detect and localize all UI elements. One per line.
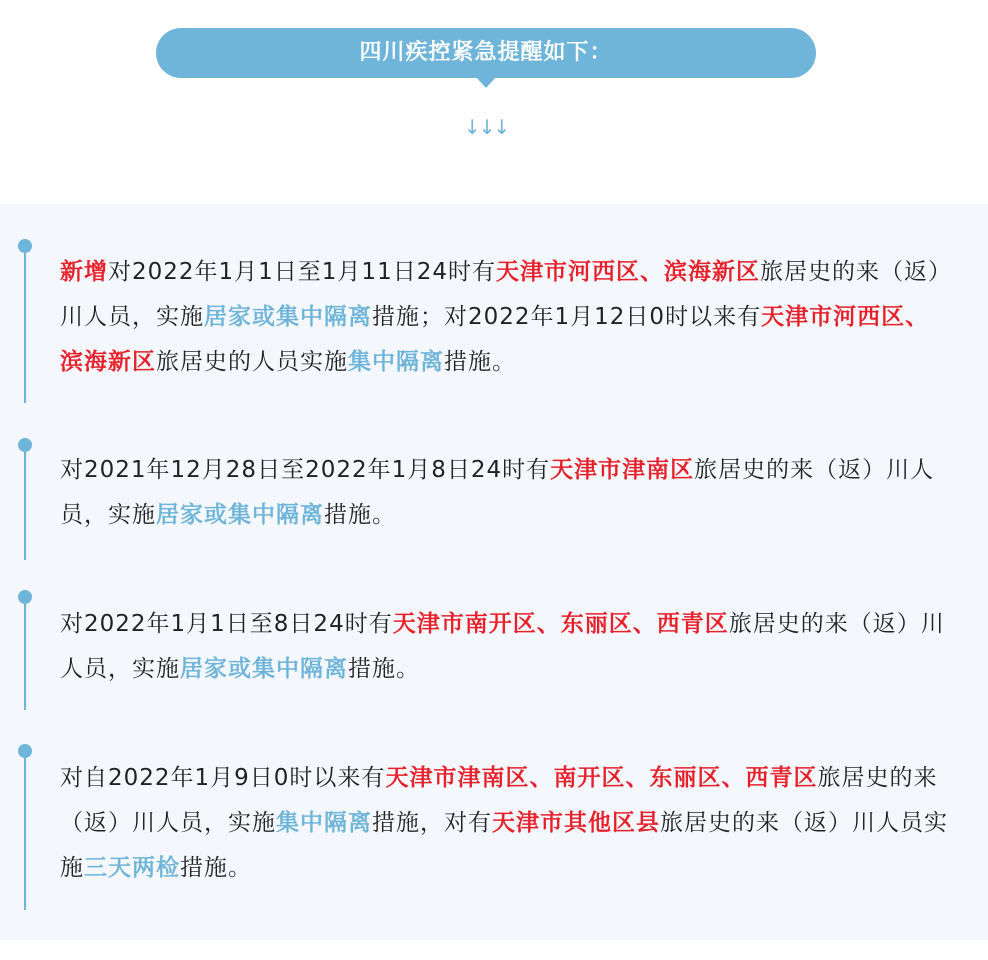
- highlight-location: 新增: [60, 259, 108, 285]
- notice-text-segment: 措施；对2022年1月12日0时以来有: [372, 304, 762, 330]
- bullet-dot-icon: [18, 744, 32, 758]
- notice-text-segment: 旅居史的人员实施: [156, 349, 348, 375]
- timeline-line: [24, 452, 26, 560]
- notice-item: [0, 204, 988, 414]
- timeline-line: [24, 758, 26, 910]
- highlight-measure: 三天两检: [84, 855, 180, 881]
- timeline-line: [24, 604, 26, 710]
- highlight-measure: 集中隔离: [276, 810, 372, 836]
- notice-text-segment: 措施。: [348, 656, 420, 682]
- notice-text-segment: 旅居史的来（返）川人员，实施: [60, 765, 938, 836]
- notice-text-segment: 对自2022年1月9日0时以来有: [60, 765, 386, 791]
- bullet-dot-icon: [18, 239, 32, 253]
- notice-text: [60, 250, 948, 385]
- highlight-location: 天津市河西区、滨海新区: [495, 259, 760, 285]
- notice-text-segment: 对2021年12月28日至2022年1月8日24时有: [60, 457, 551, 483]
- highlight-location: 天津市其他区县: [492, 810, 660, 836]
- notice-text-segment: 措施。: [444, 349, 516, 375]
- highlight-location: 天津市南开区、东丽区、西青区: [392, 611, 729, 637]
- notice-item: [0, 432, 988, 562]
- notice-text: [60, 448, 948, 538]
- highlight-measure: 居家或集中隔离: [204, 304, 372, 330]
- notice-text-segment: 旅居史的来（返）川人员，实施: [60, 611, 945, 682]
- page-title: 四川疾控紧急提醒如下：: [156, 28, 816, 78]
- notice-text-segment: 措施。: [180, 855, 252, 881]
- notice-text-segment: 旅居史的来（返）川人员，实施: [60, 457, 935, 528]
- bullet-dot-icon: [18, 590, 32, 604]
- notice-text: [60, 756, 948, 891]
- notice-panel: [0, 204, 988, 940]
- notice-text: [60, 602, 948, 692]
- timeline-line: [24, 253, 26, 403]
- bullet-dot-icon: [18, 438, 32, 452]
- notice-text-segment: 旅居史的来（返）川人员实施: [60, 810, 948, 881]
- notice-text-segment: 对2022年1月1日至1月11日24时有: [108, 259, 496, 285]
- highlight-location: 天津市河西区、滨海新区: [60, 304, 930, 375]
- notice-text-segment: 对2022年1月1日至8日24时有: [60, 611, 393, 637]
- down-arrows-icon: ↓↓↓: [463, 115, 509, 139]
- highlight-measure: 居家或集中隔离: [180, 656, 348, 682]
- header-area: [0, 0, 988, 204]
- notice-item: [0, 740, 988, 920]
- notice-item: [0, 584, 988, 714]
- highlight-measure: 居家或集中隔离: [156, 502, 324, 528]
- highlight-location: 天津市津南区: [550, 457, 695, 483]
- notice-text-segment: 措施。: [324, 502, 396, 528]
- highlight-location: 天津市津南区、南开区、东丽区、西青区: [385, 765, 818, 791]
- notice-text-segment: 措施，对有: [372, 810, 492, 836]
- title-pointer: [476, 77, 496, 88]
- highlight-measure: 集中隔离: [348, 349, 444, 375]
- notice-text-segment: 旅居史的来（返）川人员，实施: [60, 259, 941, 330]
